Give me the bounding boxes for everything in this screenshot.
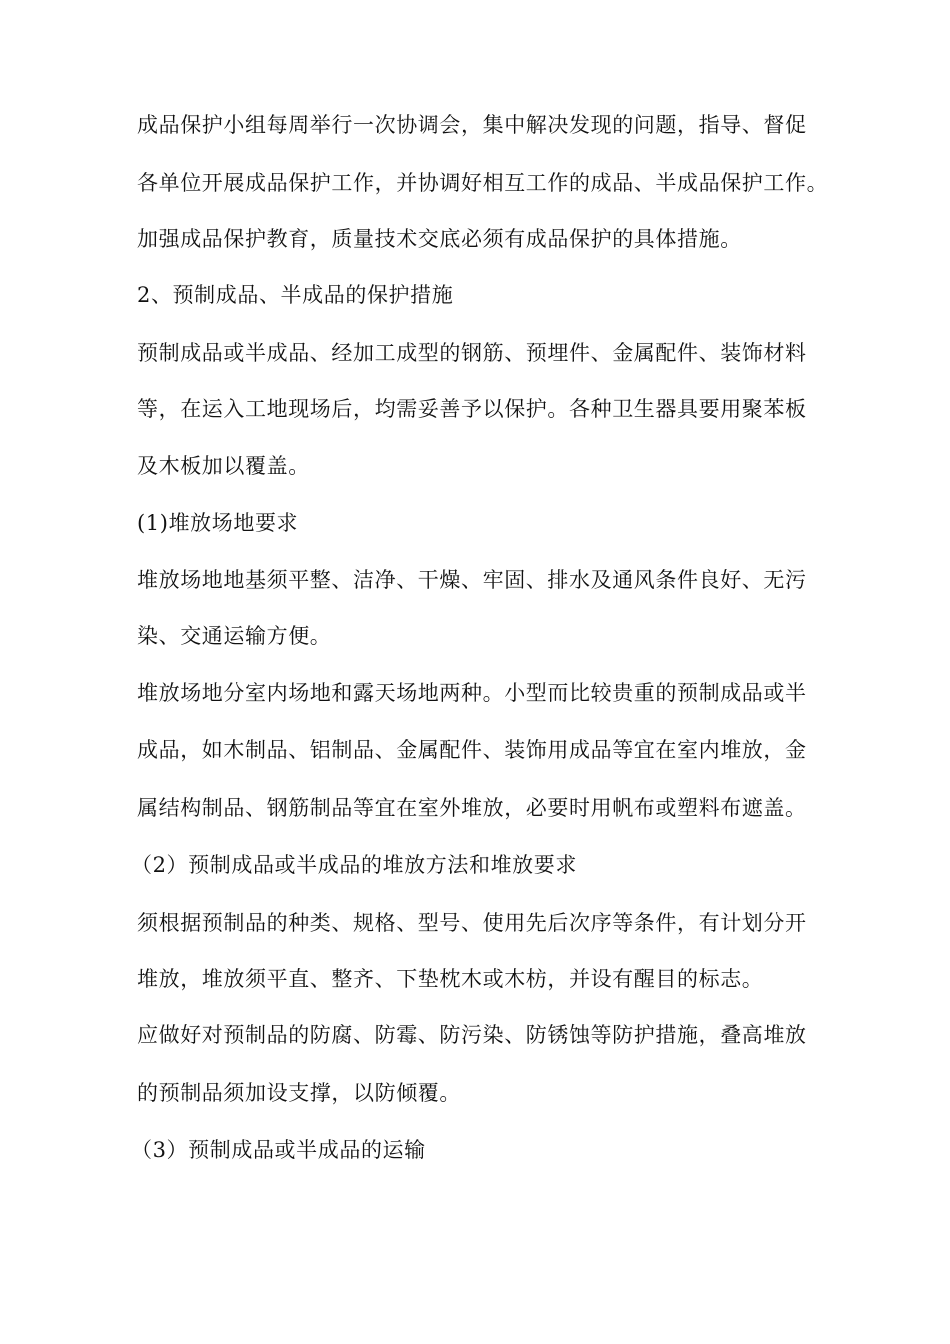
paragraph-line: 各单位开展成品保护工作，并协调好相互工作的成品、半成品保护工作。 — [137, 171, 829, 195]
subsection-heading: （3）预制成品或半成品的运输 — [131, 1138, 426, 1162]
paragraph-line: 加强成品保护教育，质量技术交底必须有成品保护的具体措施。 — [137, 227, 742, 251]
paragraph-line: 须根据预制品的种类、规格、型号、使用先后次序等条件，有计划分开 — [137, 911, 807, 935]
paragraph-line: 的预制品须加设支撑，以防倾覆。 — [137, 1081, 461, 1105]
paragraph-line: 属结构制品、钢筋制品等宜在室外堆放，必要时用帆布或塑料布遮盖。 — [137, 796, 807, 820]
paragraph-line: 堆放，堆放须平直、整齐、下垫枕木或木枋，并设有醒目的标志。 — [137, 967, 764, 991]
paragraph-line: 预制成品或半成品、经加工成型的钢筋、预埋件、金属配件、装饰材料 — [137, 341, 807, 365]
paragraph-line: 应做好对预制品的防腐、防霉、防污染、防锈蚀等防护措施，叠高堆放 — [137, 1023, 807, 1047]
paragraph-line: 堆放场地分室内场地和露天场地两种。小型而比较贵重的预制成品或半 — [137, 681, 807, 705]
paragraph-line: 堆放场地地基须平整、洁净、干燥、牢固、排水及通风条件良好、无污 — [137, 568, 807, 592]
subsection-heading: (1)堆放场地要求 — [137, 511, 299, 535]
paragraph-line: 成品保护小组每周举行一次协调会，集中解决发现的问题，指导、督促 — [137, 113, 807, 137]
section-heading: 2、预制成品、半成品的保护措施 — [137, 283, 454, 307]
paragraph-line: 染、交通运输方便。 — [137, 624, 332, 648]
subsection-heading: （2）预制成品或半成品的堆放方法和堆放要求 — [131, 853, 577, 877]
paragraph-line: 等，在运入工地现场后，均需妥善予以保护。各种卫生器具要用聚苯板 — [137, 397, 807, 421]
paragraph-line: 及木板加以覆盖。 — [137, 454, 310, 478]
paragraph-line: 成品，如木制品、铝制品、金属配件、装饰用成品等宜在室内堆放，金 — [137, 738, 807, 762]
